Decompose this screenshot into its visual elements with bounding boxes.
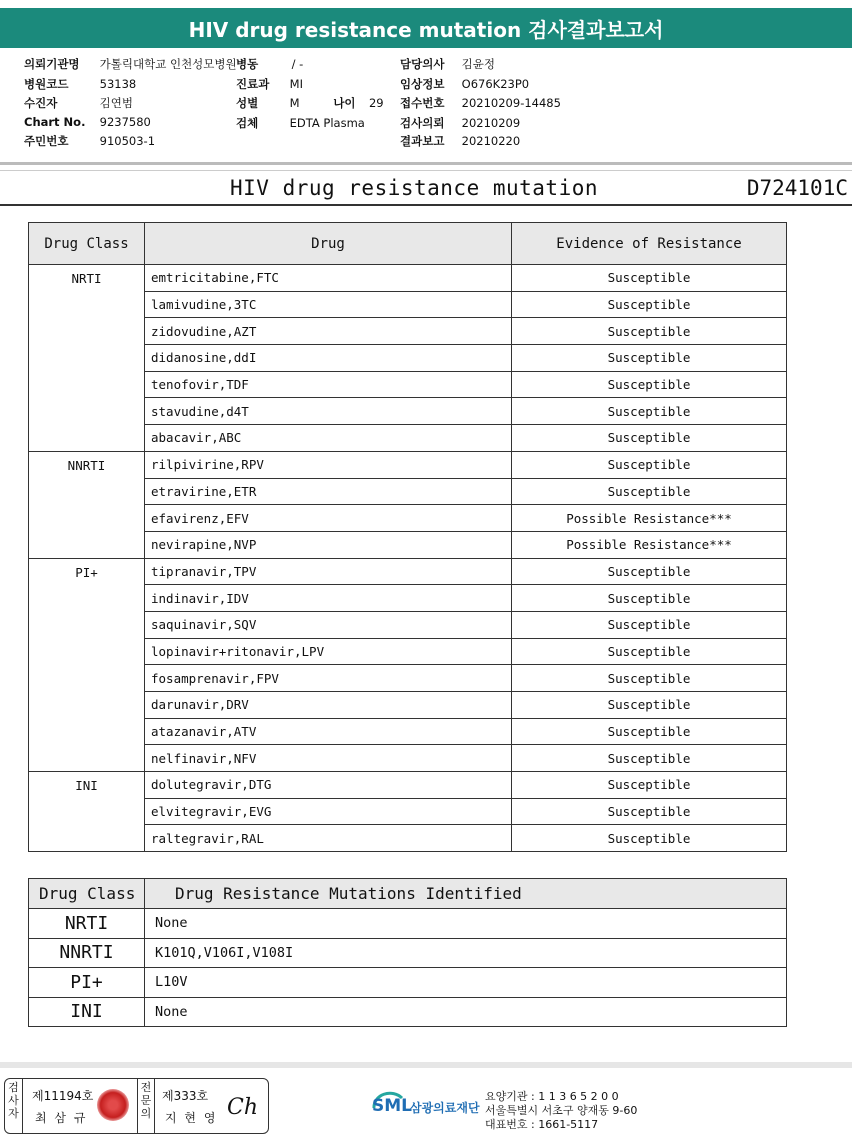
test-code: D724101C bbox=[746, 176, 848, 200]
info-receipt bbox=[400, 95, 561, 111]
drug-cell: indinavir,IDV bbox=[145, 585, 512, 612]
info-clinical bbox=[400, 76, 529, 92]
footer-divider bbox=[0, 1062, 852, 1068]
examiner-label: 검사자 bbox=[5, 1079, 23, 1133]
info-label: 검체 bbox=[236, 116, 259, 130]
drug-class-cell: INI bbox=[29, 997, 145, 1027]
info-value: 53138 bbox=[99, 77, 137, 91]
info-label: 성별 bbox=[236, 96, 259, 110]
mutations-cell: None bbox=[145, 909, 787, 939]
drug-cell: emtricitabine,FTC bbox=[145, 265, 512, 292]
drug-class-cell: INI bbox=[29, 772, 145, 852]
evidence-cell: Susceptible bbox=[512, 398, 787, 425]
info-value: 29 bbox=[368, 96, 384, 110]
info-value: 가톨릭대학교 인천성모병원 bbox=[99, 57, 237, 71]
evidence-cell: Susceptible bbox=[512, 265, 787, 292]
info-label: 병동 bbox=[236, 57, 259, 71]
specialist-label: 전문의 bbox=[137, 1079, 155, 1133]
info-value: 9237580 bbox=[99, 115, 151, 129]
evidence-cell: Susceptible bbox=[512, 291, 787, 318]
info-institution bbox=[24, 56, 237, 72]
evidence-cell: Susceptible bbox=[512, 425, 787, 452]
drug-cell: nelfinavir,NFV bbox=[145, 745, 512, 772]
column-header: Drug Class bbox=[29, 223, 145, 265]
drug-class-cell: NRTI bbox=[29, 265, 145, 452]
evidence-cell: Susceptible bbox=[512, 638, 787, 665]
table-row bbox=[29, 909, 787, 939]
institution-code: 요양기관 : 1 1 3 6 5 2 0 0 bbox=[485, 1090, 619, 1103]
table-row bbox=[29, 938, 787, 968]
drug-class-cell: NNRTI bbox=[29, 938, 145, 968]
drug-cell: atazanavir,ATV bbox=[145, 718, 512, 745]
drug-cell: elvitegravir,EVG bbox=[145, 798, 512, 825]
logo-text: SML bbox=[372, 1096, 412, 1116]
drug-cell: lamivudine,3TC bbox=[145, 291, 512, 318]
drug-cell: stavudine,d4T bbox=[145, 398, 512, 425]
evidence-cell: Susceptible bbox=[512, 611, 787, 638]
info-ward bbox=[236, 56, 303, 72]
info-label: 진료과 bbox=[236, 77, 270, 91]
info-label: 검사의뢰 bbox=[400, 116, 445, 130]
drug-cell: rilpivirine,RPV bbox=[145, 451, 512, 478]
info-resident bbox=[24, 133, 155, 149]
drug-cell: lopinavir+ritonavir,LPV bbox=[145, 638, 512, 665]
evidence-cell: Susceptible bbox=[512, 345, 787, 372]
drug-class-cell: NRTI bbox=[29, 909, 145, 939]
column-header: Evidence of Resistance bbox=[512, 223, 787, 265]
section-divider bbox=[0, 170, 852, 171]
evidence-cell: Susceptible bbox=[512, 371, 787, 398]
table-row bbox=[29, 451, 787, 478]
examiner-name: 최 삼 규 bbox=[35, 1111, 88, 1125]
section-title: HIV drug resistance mutation bbox=[230, 176, 599, 200]
drug-cell: abacavir,ABC bbox=[145, 425, 512, 452]
table-row bbox=[29, 265, 787, 292]
drug-cell: nevirapine,NVP bbox=[145, 531, 512, 558]
mutations-cell: K101Q,V106I,V108I bbox=[145, 938, 787, 968]
evidence-cell: Susceptible bbox=[512, 665, 787, 692]
evidence-cell: Possible Resistance*** bbox=[512, 505, 787, 532]
column-header: Drug bbox=[145, 223, 512, 265]
info-value: 20210220 bbox=[461, 134, 521, 148]
drug-class-cell: PI+ bbox=[29, 968, 145, 998]
info-label: 담당의사 bbox=[400, 57, 445, 71]
evidence-cell: Susceptible bbox=[512, 318, 787, 345]
evidence-cell: Susceptible bbox=[512, 718, 787, 745]
info-label: 나이 bbox=[333, 96, 356, 110]
info-label: 주민번호 bbox=[24, 134, 69, 148]
section-divider bbox=[0, 162, 852, 165]
info-report-date bbox=[400, 133, 520, 149]
drug-class-cell: PI+ bbox=[29, 558, 145, 772]
evidence-cell: Susceptible bbox=[512, 451, 787, 478]
section-divider bbox=[0, 204, 852, 206]
info-value: 20210209 bbox=[461, 116, 521, 130]
evidence-cell: Susceptible bbox=[512, 692, 787, 719]
mutations-cell: None bbox=[145, 997, 787, 1027]
info-value: 김윤정 bbox=[461, 57, 495, 71]
drug-cell: tenofovir,TDF bbox=[145, 371, 512, 398]
drug-cell: raltegravir,RAL bbox=[145, 825, 512, 852]
evidence-cell: Susceptible bbox=[512, 825, 787, 852]
table-header-row bbox=[29, 223, 787, 265]
drug-cell: fosamprenavir,FPV bbox=[145, 665, 512, 692]
signature-mark: Ch bbox=[227, 1095, 259, 1120]
info-label: Chart No. bbox=[24, 115, 86, 129]
table-row bbox=[29, 772, 787, 799]
table-header-row bbox=[29, 879, 787, 909]
info-doctor bbox=[400, 56, 495, 72]
evidence-cell: Susceptible bbox=[512, 798, 787, 825]
info-value: 910503-1 bbox=[99, 134, 156, 148]
drug-cell: etravirine,ETR bbox=[145, 478, 512, 505]
seal-icon bbox=[97, 1089, 129, 1121]
column-header: Drug Resistance Mutations Identified bbox=[145, 879, 787, 909]
specialist-number: 제333호 bbox=[162, 1089, 209, 1103]
table-row bbox=[29, 968, 787, 998]
info-hospital-code bbox=[24, 76, 136, 92]
drug-cell: efavirenz,EFV bbox=[145, 505, 512, 532]
info-label: 의뢰기관명 bbox=[24, 57, 80, 71]
info-value: 20210209-14485 bbox=[461, 96, 561, 110]
info-label: 병원코드 bbox=[24, 77, 69, 91]
info-label: 임상정보 bbox=[400, 77, 445, 91]
evidence-cell: Possible Resistance*** bbox=[512, 531, 787, 558]
phone: 대표번호 : 1661-5117 bbox=[485, 1118, 599, 1131]
drug-cell: dolutegravir,DTG bbox=[145, 772, 512, 799]
specialist-name: 지 현 영 bbox=[165, 1111, 218, 1125]
drug-cell: zidovudine,AZT bbox=[145, 318, 512, 345]
info-chart-no bbox=[24, 115, 151, 129]
report-title: HIV drug resistance mutation 검사결과보고서 bbox=[0, 8, 852, 48]
organization-name: 삼광의료재단 bbox=[410, 1101, 480, 1115]
drug-cell: didanosine,ddI bbox=[145, 345, 512, 372]
info-label: 결과보고 bbox=[400, 134, 445, 148]
info-specimen bbox=[236, 115, 365, 131]
info-value: / - bbox=[291, 57, 304, 71]
evidence-cell: Susceptible bbox=[512, 772, 787, 799]
resistance-table bbox=[28, 222, 787, 852]
info-value: M bbox=[289, 96, 300, 110]
drug-cell: darunavir,DRV bbox=[145, 692, 512, 719]
info-label: 수진자 bbox=[24, 96, 58, 110]
info-value: EDTA Plasma bbox=[289, 116, 365, 130]
evidence-cell: Susceptible bbox=[512, 478, 787, 505]
signature-box bbox=[4, 1078, 269, 1134]
evidence-cell: Susceptible bbox=[512, 585, 787, 612]
table-row bbox=[29, 558, 787, 585]
evidence-cell: Susceptible bbox=[512, 558, 787, 585]
drug-cell: saquinavir,SQV bbox=[145, 611, 512, 638]
mutations-cell: L10V bbox=[145, 968, 787, 998]
info-label: 접수번호 bbox=[400, 96, 445, 110]
info-value: MI bbox=[289, 77, 303, 91]
info-dept bbox=[236, 76, 303, 92]
table-row bbox=[29, 997, 787, 1027]
info-sex bbox=[236, 95, 384, 111]
address: 서울특별시 서초구 양재동 9-60 bbox=[485, 1104, 638, 1117]
drug-class-cell: NNRTI bbox=[29, 451, 145, 558]
drug-cell: tipranavir,TPV bbox=[145, 558, 512, 585]
column-header: Drug Class bbox=[29, 879, 145, 909]
mutations-table bbox=[28, 878, 787, 1027]
info-value: 김연범 bbox=[99, 96, 133, 110]
evidence-cell: Susceptible bbox=[512, 745, 787, 772]
info-value: O676K23P0 bbox=[461, 77, 530, 91]
examiner-number: 제11194호 bbox=[32, 1089, 94, 1103]
info-patient bbox=[24, 95, 133, 111]
info-request-date bbox=[400, 115, 520, 131]
